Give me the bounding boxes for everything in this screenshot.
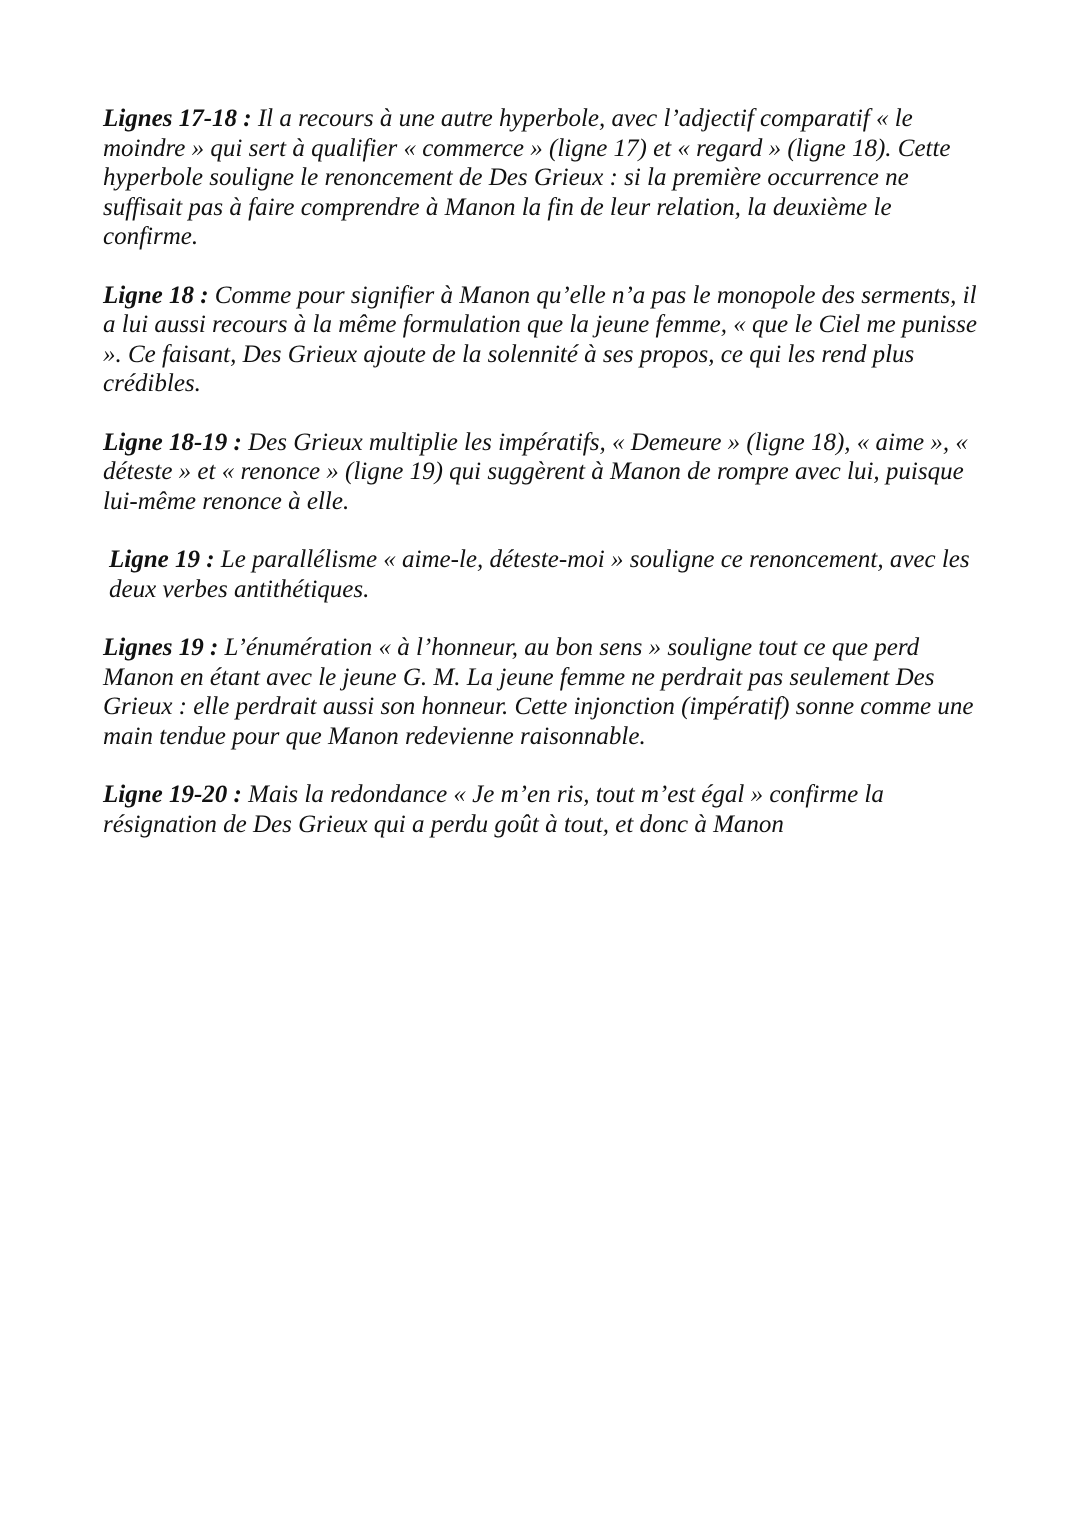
commentary-body	[103, 104, 983, 868]
paragraph-text: Il a recours à une autre hyperbole, avec l’adjectif comparatif « le moindre » qui sert à qualifier « commerce » (ligne 17) et « regard » (ligne 18). Cette hyperbole souligne le renoncement de Des Grieux : si la première occurrence ne suffisait pas à faire comprendre à Manon la fin de leur relation, la deuxième le confirme.	[103, 105, 951, 250]
paragraph-text: Le parallélisme « aime-le, déteste-moi » souligne ce renoncement, avec les deux verbes antithétiques.	[109, 546, 970, 603]
commentary-paragraph-line-19-20	[103, 780, 983, 839]
paragraph-text: Des Grieux multiplie les impératifs, « Demeure » (ligne 18), « aime », « déteste » et « renonce » (ligne 19) qui suggèrent à Manon de rompre avec lui, puisque lui-même renonce à elle.	[103, 428, 968, 515]
paragraph-label: Ligne 18-19 :	[103, 428, 242, 456]
paragraph-text: Mais la redondance « Je m’en ris, tout m’est égal » confirme la résignation de Des Grieux qui a perdu goût à tout, et donc à Manon	[103, 781, 884, 838]
commentary-paragraph-line-19	[103, 545, 983, 604]
paragraph-label: Ligne 19-20 :	[103, 781, 242, 808]
commentary-paragraph-lines-19	[103, 633, 983, 751]
paragraph-label: Ligne 19 :	[109, 546, 215, 573]
paragraph-label: Lignes 19 :	[103, 634, 219, 661]
paragraph-label: Lignes 17-18 :	[103, 105, 252, 132]
commentary-paragraph-lines-17-18	[103, 104, 983, 252]
paragraph-text: L’énumération « à l’honneur, au bon sens » souligne tout ce que perd Manon en étant avec le jeune G. M. La jeune femme ne perdrait pas seulement Des Grieux : elle perdrait aussi son honneur. Cette injonction (impératif) sonne comme une main tendue pour que Manon redevienne raisonnable.	[103, 634, 974, 750]
commentary-paragraph-line-18-19	[103, 428, 983, 517]
paragraph-label: Ligne 18 :	[103, 281, 209, 309]
commentary-paragraph-line-18	[103, 281, 983, 399]
paragraph-text: Comme pour signifier à Manon qu’elle n’a pas le monopole des serments, il a lui aussi recours à la même formulation que la jeune femme, « que le Ciel me punisse ». Ce faisant, Des Grieux ajoute de la solennité à ses propos, ce qui les rend plus crédibles.	[103, 281, 977, 397]
